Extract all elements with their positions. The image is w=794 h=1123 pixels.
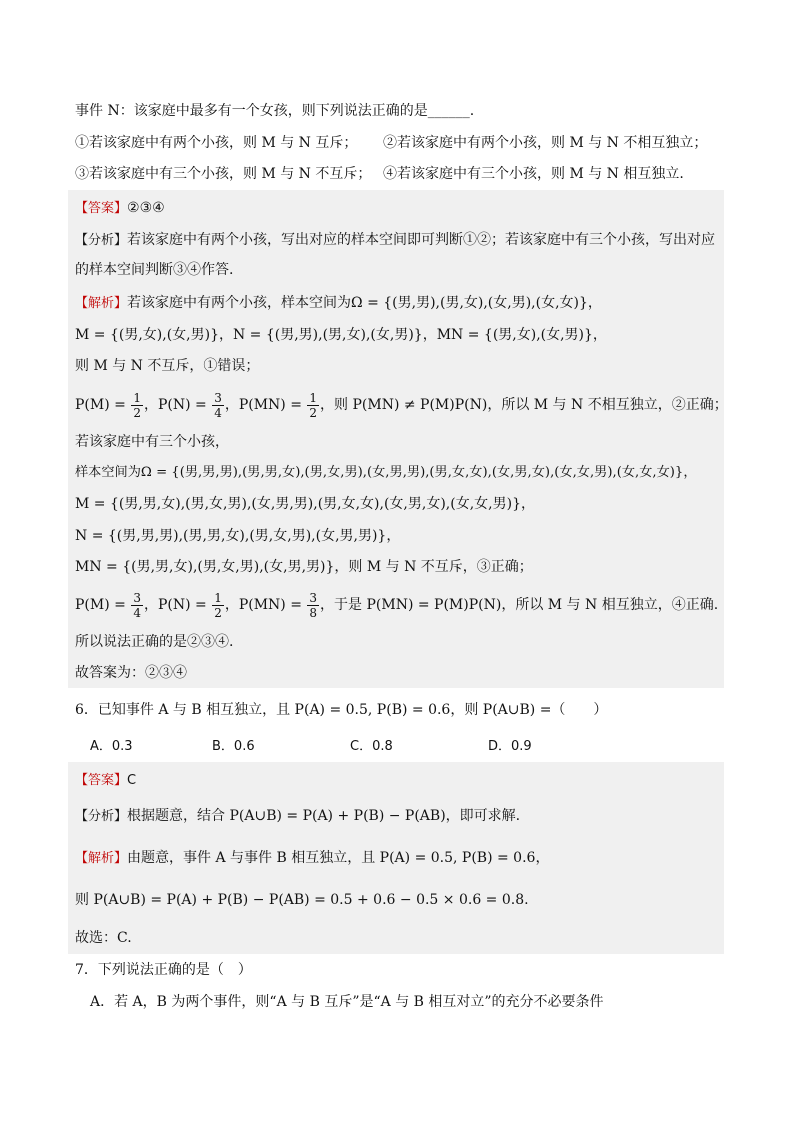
q5-option-1: ①若该家庭中有两个小孩，则 M 与 N 互斥；	[75, 135, 358, 151]
fraction-denominator: 8	[309, 605, 318, 620]
q5-analysis-line-1	[75, 230, 715, 251]
q5-answer-value: ②③④	[127, 200, 165, 216]
q5-answer	[75, 198, 165, 219]
q6-option-d: D．0.9	[488, 739, 532, 754]
q6-stem: 6．已知事件 A 与 B 相互独立，且 P(A) = 0.5, P(B) = 0.6，则 P(A∪B) =（ ）	[75, 702, 608, 718]
fraction-numerator: 3	[309, 590, 318, 605]
q5-solution-line-5: 若该家庭中有三个小孩，	[75, 434, 229, 450]
pm-label: P(M) =	[75, 597, 126, 613]
fraction-3-4	[131, 591, 143, 620]
fraction-numerator: 1	[309, 390, 318, 405]
q5-solution-text-4: ，则 P(MN) ≠ P(M)P(N)，所以 M 与 N 不相互独立，②正确；	[320, 397, 728, 413]
q5-solution-line-10	[75, 590, 718, 620]
fraction-numerator: 3	[133, 590, 141, 605]
solution-tag: 【解析】	[75, 851, 128, 866]
q6-answer-value: C	[127, 773, 137, 788]
q6-analysis-text: 根据题意，结合 P(A∪B) = P(A) + P(B) − P(AB)，即可求解.	[127, 808, 521, 824]
q5-solution-line-1	[75, 293, 602, 314]
analysis-tag: 【分析】	[75, 809, 128, 824]
q7-option-a: A．若 A，B 为两个事件，则“A 与 B 互斥”是“A 与 B 相互对立”的充分不必要条件	[90, 994, 604, 1010]
pm-label: P(M) =	[75, 397, 126, 413]
fraction-denominator: 2	[309, 405, 318, 420]
analysis-tag: 【分析】	[75, 233, 128, 248]
q6-solution-line-1	[75, 848, 549, 869]
q5-solution-text-10: ，于是 P(MN) = P(M)P(N)，所以 M 与 N 相互独立，④正确.	[320, 597, 719, 613]
q5-solution-line-7: M = {(男,男,女),(男,女,男),(女,男,男),(男,女,女),(女,男,女),(女,女,男)}，	[75, 496, 535, 512]
q6-option-c: C．0.8	[350, 739, 393, 754]
q5-solution-line-11: 所以说法正确的是②③④.	[75, 634, 234, 650]
fraction-denominator: 2	[214, 605, 222, 620]
q6-solution-text-1: 由题意，事件 A 与事件 B 相互独立，且 P(A) = 0.5, P(B) = 0.6，	[127, 850, 550, 866]
q6-option-a: A．0.3	[90, 739, 133, 754]
fraction-1-2	[212, 591, 224, 620]
answer-tag: 【答案】	[75, 773, 128, 788]
q6-solution-line-2: 则 P(A∪B) = P(A) + P(B) − P(AB) = 0.5 + 0.6 − 0.5 × 0.6 = 0.8.	[75, 892, 529, 908]
q5-option-4: ④若该家庭中有三个小孩，则 M 与 N 相互独立.	[383, 166, 684, 182]
pmn-label: ，P(MN) =	[224, 397, 302, 413]
q6-option-b: B．0.6	[212, 739, 255, 754]
q6-options	[90, 737, 610, 757]
fraction-denominator: 4	[214, 405, 222, 420]
q5-solution-line-6: 样本空间为Ω = {(男,男,男),(男,男,女),(男,女,男),(女,男,男),(男,女,女),(女,男,女),(女,女,男),(女,女,女)}，	[75, 465, 697, 480]
fraction-1-2	[131, 391, 143, 420]
fraction-denominator: 4	[133, 605, 141, 620]
pmn-label: ，P(MN) =	[224, 597, 302, 613]
solution-tag: 【解析】	[75, 296, 128, 311]
fraction-denominator: 2	[133, 405, 141, 420]
q5-solution-line-12: 故答案为：②③④	[75, 665, 187, 681]
q6-answer	[75, 770, 136, 791]
q5-solution-line-4	[75, 390, 728, 420]
fraction-numerator: 3	[214, 390, 222, 405]
q5-solution-line-9: MN = {(男,男,女),(男,女,男),(女,男,男)}，则 M 与 N 不互斥，③正确；	[75, 559, 533, 575]
q5-options-row-2	[75, 164, 684, 184]
q5-solution-line-3: 则 M 与 N 不互斥，①错误；	[75, 358, 260, 374]
q5-solution-line-8: N = {(男,男,男),(男,男,女),(男,女,男),(女,男,男)}，	[75, 528, 401, 544]
q5-options-row-1	[75, 133, 725, 153]
fraction-3-4	[212, 391, 224, 420]
q5-analysis-text-1: 若该家庭中有两个小孩，写出对应的样本空间即可判断①②；若该家庭中有三个小孩，写出对应	[127, 232, 716, 248]
pn-label: ，P(N) =	[143, 397, 207, 413]
pn-label: ，P(N) =	[143, 597, 207, 613]
q5-option-3: ③若该家庭中有三个小孩，则 M 与 N 不互斥；	[75, 166, 372, 182]
answer-tag: 【答案】	[75, 201, 128, 216]
q5-stem: 事件 N：该家庭中最多有一个女孩，则下列说法正确的是______.	[75, 103, 475, 119]
fraction-3-8	[307, 591, 319, 620]
q5-solution-line-2: M = {(男,女),(女,男)}，N = {(男,男),(男,女),(女,男)}，MN = {(男,女),(女,男)}，	[75, 327, 607, 343]
q6-solution-line-3: 故选：C.	[75, 930, 132, 946]
q6-analysis	[75, 806, 520, 827]
fraction-numerator: 1	[133, 390, 141, 405]
q5-analysis-line-2: 的样本空间判断③④作答.	[75, 262, 234, 278]
fraction-numerator: 1	[214, 590, 222, 605]
fraction-1-2	[307, 391, 319, 420]
q5-solution-text-1: 若该家庭中有两个小孩，样本空间为Ω = {(男,男),(男,女),(女,男),(女,女)}，	[127, 295, 602, 311]
q7-stem: 7．下列说法正确的是（ ）	[75, 962, 252, 978]
q5-option-2: ②若该家庭中有两个小孩，则 M 与 N 不相互独立；	[383, 135, 708, 151]
